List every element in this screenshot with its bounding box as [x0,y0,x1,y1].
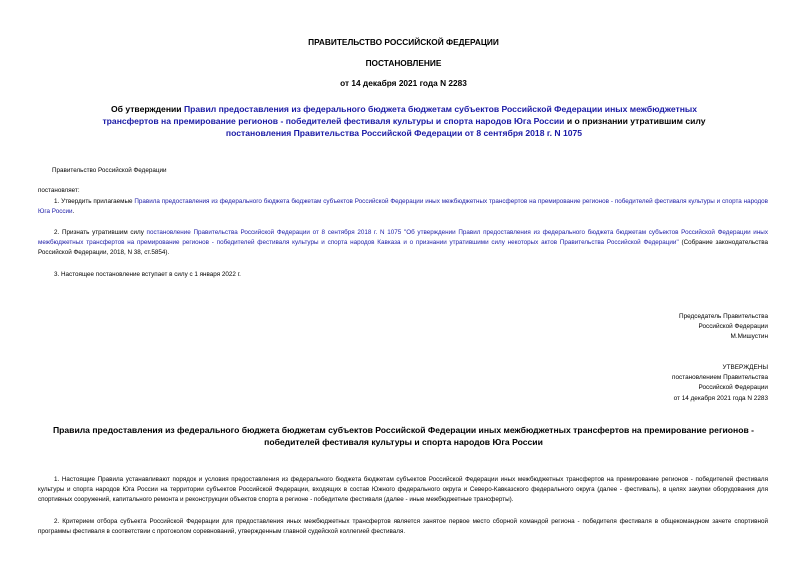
signature-org: Российской Федерации [698,323,768,331]
approval-by: постановлением Правительства [672,374,768,382]
org-heading: ПРАВИТЕЛЬСТВО РОССИЙСКОЙ ФЕДЕРАЦИИ [308,37,499,47]
signature-block [679,312,768,343]
rules-title: Правила предоставления из федерального бюджета бюджетам субъектов Российской Федерации иных межбюджетных трансфертов на премирование регионов - победителей фестиваля культуры и спорта народов Юга России [52,425,755,447]
approval-word: УТВЕРЖДЕНЫ [722,364,768,371]
clause-1 [38,197,768,217]
signature-name: М.Мишустин [730,333,768,341]
clause-3: 3. Настоящее постановление вступает в силу с 1 января 2022 г. [54,271,241,278]
repealed-decree-link[interactable]: постановления Правительства Российской Федерации от 8 сентября 2018 г. N 1075 [225,128,583,138]
title-prefix: Об утверждении [110,104,184,114]
doc-type-heading: ПОСТАНОВЛЕНИЕ [365,58,442,68]
signature-title: Председатель Правительства [679,313,768,320]
approval-stamp [672,363,768,404]
approval-org: Российской Федерации [698,384,768,392]
clause-2-prefix: 2. Признать утратившим силу [54,229,147,236]
rules-clause-2: 2. Критерием отбора субъекта Российской Федерации для предоставления иных межбюджетных трансфертов является занятое первое место сборной командой региона - победителя фестиваля в общекомандном зачете спортивной программы фестиваля в соответствии с протоколом соревнований, утвержденным главной судейской коллегией фестиваля. [38,518,768,535]
clause-1-suffix: . [72,208,75,215]
clause-2 [38,228,768,258]
government-label: Правительство Российской Федерации [52,167,167,174]
doc-date-line: от 14 декабря 2021 года N 2283 [340,78,467,88]
rules-title-link[interactable]: Правил предоставления из федерального бюджета бюджетам субъектов Российской Федерации иных межбюджетных трансфертов на премирование регионов - победителей фестиваля культуры и спорта народов Юга России [102,104,698,126]
approval-date: от 14 декабря 2021 года N 2283 [673,394,768,402]
clause-1-prefix: 1. Утвердить прилагаемые [54,198,135,205]
document-title [88,103,720,139]
repealed-decree-ref-link[interactable]: постановление Правительства Российской Федерации от 8 сентября 2018 г. N 1075 "Об утверждении Правил предоставления из федерального бюджета бюджетам субъектов Российской Федерации иных межбюджетных трансфертов на премирование регионов - победителей фестиваля культуры и спорта народов Кавказа и о признании утратившими силу некоторых актов Правительства Российской Федерации" [38,229,768,246]
clause-2-suffix: (Собрание законодательства Российской Федерации, 2018, N 38, ст.5854). [38,239,768,256]
resolves-label: постановляет: [38,187,80,194]
title-middle: и о признании утратившим силу [564,116,706,126]
rules-clause-1: 1. Настоящие Правила устанавливают порядок и условия предоставления из федерального бюджета бюджетам субъектов Российской Федерации иных межбюджетных трансфертов на премирование регионов - победителей фестиваля культуры и спорта народов Юга России на территории субъектов Российской Федерации, входящих в состав Южного федерального округа и Северо-Кавказского федерального округа (далее - фестиваль), в целях закупки оборудования для спортивных сооружений, капитального ремонта и реконструкции объектов спорта в регионе - победителе фестиваля (далее - иные межбюджетные трансферты). [38,476,768,503]
approved-rules-link[interactable]: Правила предоставления из федерального бюджета бюджетам субъектов Российской Федерации иных межбюджетных трансфертов на премирование регионов - победителей фестиваля культуры и спорта народов Юга России [38,198,768,215]
